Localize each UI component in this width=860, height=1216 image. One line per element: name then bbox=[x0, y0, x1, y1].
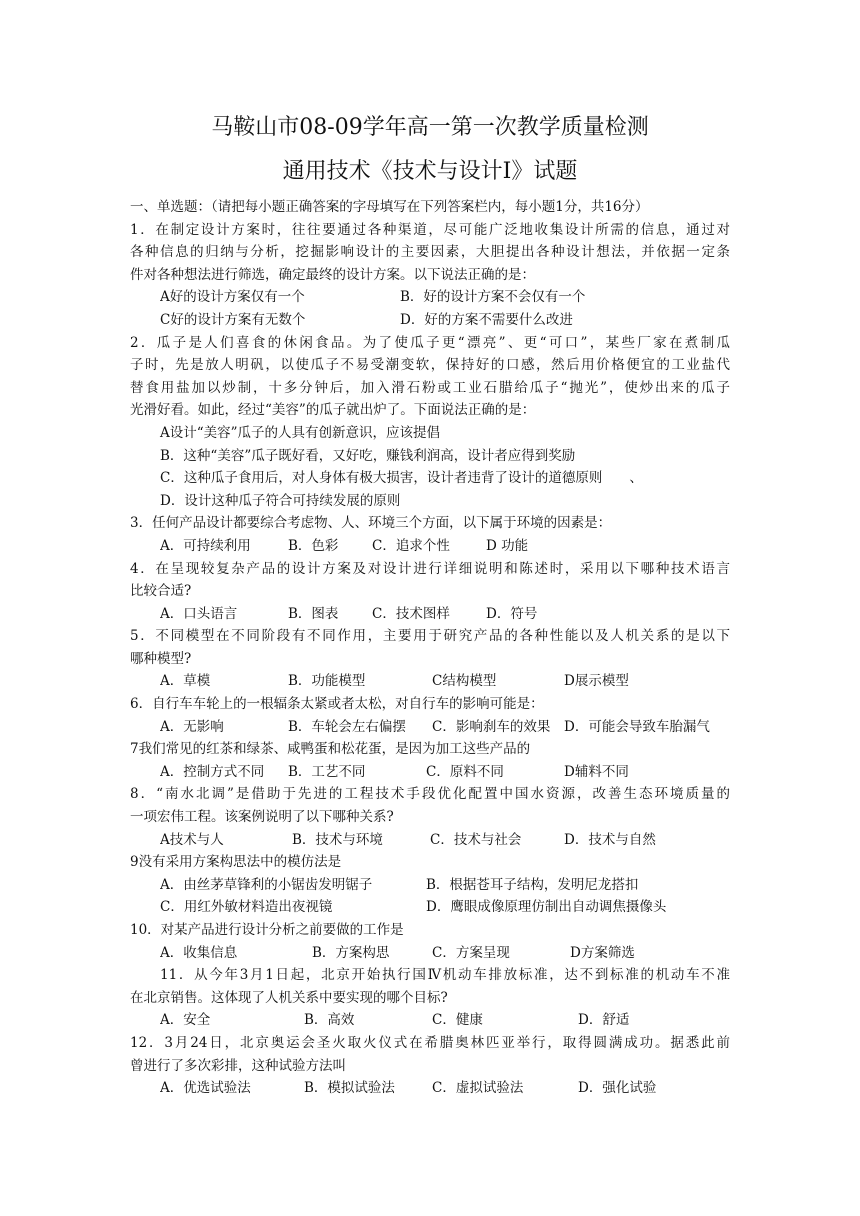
question-9-option-d: D．鹰眼成像原理仿制出自动调焦摄像头 bbox=[426, 899, 667, 916]
question-5-options bbox=[130, 670, 730, 693]
question-9-option-a: A．由丝茅草锋利的小锯齿发明锯子 bbox=[160, 876, 373, 893]
question-6-line-1: 6．自行车车轮上的一根辐条太紧或者太松，对自行车的影响可能是： bbox=[130, 696, 544, 713]
question-9-line-1: 9没有采用方案构思法中的模仿法是 bbox=[130, 854, 342, 871]
question-4-option-a: A．口头语言 bbox=[160, 605, 238, 622]
question-8-option-a: A技术与人 bbox=[160, 831, 224, 848]
question-5-line-1: 5．不同模型在不同阶段有不同作用，主要用于研究产品的各种性能以及人机关系的是以下 bbox=[130, 628, 730, 645]
question-1-option-c: C好的设计方案有无数个 bbox=[160, 311, 306, 328]
question-10 bbox=[130, 919, 730, 964]
question-8-options bbox=[130, 829, 730, 852]
question-5 bbox=[130, 625, 730, 693]
question-6 bbox=[130, 693, 730, 738]
question-2-option-c: C．这种瓜子食用后，对人身体有极大损害，设计者违背了设计的道德原则 、 bbox=[160, 470, 643, 487]
question-4-line-1: 4．在呈现较复杂产品的设计方案及对设计进行详细说明和陈述时，采用以下哪种技术语言 bbox=[130, 560, 730, 577]
question-2-line-1: 2．瓜子是人们喜食的休闲食品。为了使瓜子更“漂亮”、更“可口”，某些厂家在煮制瓜 bbox=[130, 334, 730, 351]
question-12-line-1: 12．3月24日，北京奥运会圣火取火仪式在希腊奥林匹亚举行，取得圆满成功。据悉此前 bbox=[130, 1034, 730, 1051]
question-10-option-d: D方案筛选 bbox=[570, 944, 635, 961]
question-11-line-1: 11．从今年3月1日起，北京开始执行国Ⅳ机动车排放标准，达不到标准的机动车不准 bbox=[160, 967, 730, 984]
question-11 bbox=[130, 964, 730, 1032]
question-3-line-1: 3．任何产品设计都要综合考虑物、人、环境三个方面，以下属于环境的因素是： bbox=[130, 515, 612, 532]
question-4-option-b: B．图表 bbox=[288, 605, 339, 622]
question-2-line-2: 子时，先是放人明矾，以使瓜子不易受潮变软，保持好的口感，然后用价格便宜的工业盐代 bbox=[130, 357, 730, 374]
question-2-line-3: 替食用盐加以炒制，十多分钟后，加入滑石粉或工业石腊给瓜子“抛光”，使炒出来的瓜子 bbox=[130, 379, 730, 396]
page-title: 马鞍山市08-09学年高一第一次教学质量检测 bbox=[211, 115, 649, 140]
question-4-options bbox=[130, 603, 730, 626]
question-3-option-d: D 功能 bbox=[486, 537, 529, 554]
question-8-option-d: D．技术与自然 bbox=[564, 831, 656, 848]
question-10-option-a: A．收集信息 bbox=[160, 944, 238, 961]
question-1-line-1: 1．在制定设计方案时，往往要通过各种渠道，尽可能广泛地收集设计所需的信息，通过对 bbox=[130, 221, 730, 238]
question-12-option-d: D．强化试验 bbox=[578, 1080, 657, 1097]
question-10-option-c: C．方案呈现 bbox=[432, 944, 510, 961]
question-2 bbox=[130, 332, 730, 513]
question-7-options bbox=[130, 761, 730, 784]
question-6-option-c: C．影响刹车的效果 bbox=[432, 718, 551, 735]
question-1-option-d: D．好的方案不需要什么改进 bbox=[400, 311, 573, 328]
question-6-option-d: D．可能会导致车胎漏气 bbox=[564, 718, 710, 735]
question-2-option-a: A设计“美容”瓜子的人具有创新意识，应该提倡 bbox=[160, 424, 441, 441]
question-11-option-c: C．健康 bbox=[432, 1012, 483, 1029]
question-2-option-b: B．这种“美容”瓜子既好看，又好吃，赚钱利润高，设计者应得到奖励 bbox=[160, 447, 576, 464]
question-7-option-d: D辅料不同 bbox=[564, 763, 629, 780]
question-5-option-c: C结构模型 bbox=[432, 673, 497, 690]
question-3-option-a: A．可持续利用 bbox=[160, 537, 251, 554]
question-1-options-row-2 bbox=[130, 309, 730, 332]
question-7-option-b: B．工艺不同 bbox=[288, 763, 366, 780]
question-2-line-4: 光滑好看。如此，经过“美容”的瓜子就出炉了。下面说法正确的是： bbox=[130, 402, 536, 419]
question-1-line-2: 各种信息的归纳与分析，挖掘影响设计的主要因素，大胆提出各种设计想法，并依据一定条 bbox=[130, 244, 730, 261]
question-6-options bbox=[130, 716, 730, 739]
question-6-option-a: A．无影响 bbox=[160, 718, 224, 735]
question-8 bbox=[130, 783, 730, 851]
question-12-option-a: A．优选试验法 bbox=[160, 1080, 251, 1097]
question-11-option-b: B．高效 bbox=[304, 1012, 355, 1029]
question-12-line-2: 曾进行了多次彩排，这种试验方法叫 bbox=[130, 1057, 346, 1074]
page-subtitle: 通用技术《技术与设计I》试题 bbox=[282, 159, 578, 184]
question-9-option-b: B．根据苍耳子结构，发明尼龙搭扣 bbox=[426, 876, 639, 893]
question-10-line-1: 10．对某产品进行设计分析之前要做的工作是 bbox=[130, 922, 404, 938]
question-8-line-1: 8．“南水北调”是借助于先进的工程技术手段优化配置中国水资源，改善生态环境质量的 bbox=[130, 786, 730, 803]
question-12-options bbox=[130, 1077, 730, 1100]
question-8-line-2: 一项宏伟工程。该案例说明了以下哪种关系? bbox=[130, 809, 394, 826]
question-1-options-row-1 bbox=[130, 286, 730, 309]
question-4-line-2: 比较合适? bbox=[130, 583, 192, 600]
question-5-option-d: D展示模型 bbox=[564, 673, 629, 690]
question-6-option-b: B．车轮会左右偏摆 bbox=[288, 718, 406, 735]
question-5-option-b: B．功能模型 bbox=[288, 673, 366, 690]
question-7-option-c: C．原料不同 bbox=[426, 763, 504, 780]
question-12-option-c: C．虚拟试验法 bbox=[432, 1080, 524, 1097]
question-5-option-a: A．草模 bbox=[160, 673, 211, 690]
question-8-option-c: C．技术与社会 bbox=[430, 831, 522, 848]
question-5-line-2: 哪种模型? bbox=[130, 650, 192, 667]
question-3-option-c: C．追求个性 bbox=[372, 537, 450, 554]
question-3-option-b: B．色彩 bbox=[288, 537, 339, 554]
question-11-option-a: A．安全 bbox=[160, 1012, 211, 1029]
question-3-options bbox=[130, 535, 730, 558]
question-1-line-3: 件对各种想法进行筛选，确定最终的设计方案。以下说法正确的是： bbox=[130, 266, 535, 283]
question-12-option-b: B．模拟试验法 bbox=[304, 1080, 395, 1097]
question-9 bbox=[130, 851, 730, 919]
question-10-option-b: B．方案构思 bbox=[312, 944, 390, 961]
question-section bbox=[130, 196, 730, 1100]
question-7-option-a: A．控制方式不同 bbox=[160, 763, 265, 780]
question-9-options-row-2 bbox=[130, 896, 730, 919]
question-3 bbox=[130, 512, 730, 557]
question-7 bbox=[130, 738, 730, 783]
question-9-option-c: C．用红外敏材料造出夜视镜 bbox=[160, 899, 333, 916]
question-12 bbox=[130, 1032, 730, 1100]
question-8-option-b: B．技术与环境 bbox=[292, 831, 383, 848]
question-11-option-d: D．舒适 bbox=[578, 1012, 630, 1029]
question-1 bbox=[130, 219, 730, 332]
question-1-option-a: A好的设计方案仅有一个 bbox=[160, 289, 305, 306]
question-11-options bbox=[130, 1009, 730, 1032]
question-4-option-d: D．符号 bbox=[486, 605, 538, 622]
question-2-option-d: D．设计这种瓜子符合可持续发展的原则 bbox=[160, 492, 401, 509]
question-10-options bbox=[130, 942, 730, 965]
question-4 bbox=[130, 558, 730, 626]
question-4-option-c: C．技术图样 bbox=[372, 605, 450, 622]
question-1-option-b: B．好的设计方案不会仅有一个 bbox=[400, 289, 586, 306]
section-heading: 一、单选题：（请把每小题正确答案的字母填写在下列答案栏内，每小题1分，共16分） bbox=[130, 199, 649, 215]
question-11-line-2: 在北京销售。这体现了人机关系中要实现的哪个目标? bbox=[130, 989, 448, 1006]
question-9-options-row-1 bbox=[130, 874, 730, 897]
question-7-line-1: 7我们常见的红茶和绿茶、咸鸭蛋和松花蛋，是因为加工这些产品的 bbox=[130, 741, 531, 758]
